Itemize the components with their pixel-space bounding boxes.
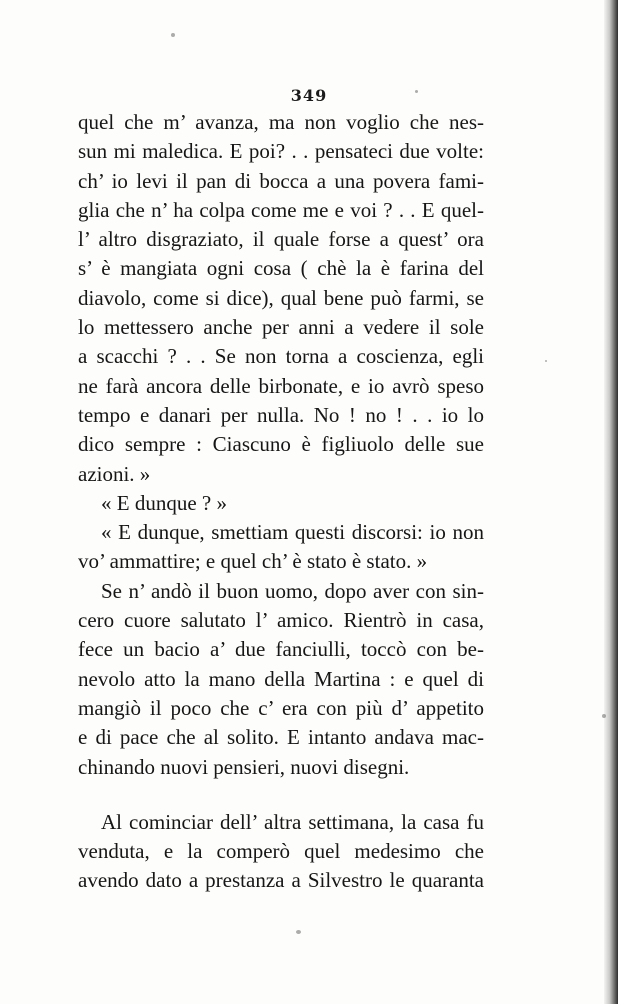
text-line: ne farà ancora delle birbonate, e io avrò speso	[78, 373, 484, 398]
text-line: e di pace che al solito. E intanto andava mac-	[78, 725, 484, 750]
text-line: Al cominciar dell’ altra settimana, la casa fu	[101, 809, 484, 834]
page-edge-shadow	[604, 0, 618, 1004]
text-line: mangiò il poco che c’ era con più d’ appetito	[78, 695, 484, 720]
text-line: quel che m’ avanza, ma non voglio che nes-	[78, 110, 484, 134]
text-line: fece un bacio a’ due fanciulli, toccò con be-	[78, 637, 484, 662]
paper-speck	[545, 360, 547, 362]
text-line: lo mettessero anche per anni a vedere il sole	[78, 315, 484, 340]
text-line: « E dunque, smettiam questi discorsi: io non	[101, 520, 484, 545]
paragraph-gap	[78, 782, 484, 808]
text-line: « E dunque ? »	[101, 490, 227, 515]
text-line: cero cuore salutato l’ amico. Rientrò in casa,	[78, 608, 484, 633]
text-line: azioni. »	[78, 461, 151, 486]
paragraph	[78, 489, 484, 518]
text-line: vo’ ammattire; e quel ch’ è stato è stato. »	[78, 549, 428, 574]
text-line: venduta, e la comperò quel medesimo che	[78, 839, 484, 864]
text-line: avendo dato a prestanza a Silvestro le quaranta	[78, 868, 484, 893]
paper-speck	[171, 33, 175, 37]
text-line: tempo e danari per nulla. No ! no ! . . io lo	[78, 402, 484, 427]
page-number: 349	[290, 86, 328, 105]
text-line: Se n’ andò il buon uomo, dopo aver con sin-	[101, 578, 484, 603]
text-line: a scacchi ? . . Se non torna a coscienza, egli	[78, 344, 484, 369]
text-line: l’ altro disgraziato, il quale forse a quest’ ora	[78, 227, 484, 252]
paragraph	[78, 808, 484, 896]
paragraph	[78, 518, 484, 577]
text-line: chinando nuovi pensieri, nuovi disegni.	[78, 754, 410, 779]
text-line: dico sempre : Ciascuno è figliuolo delle sue	[78, 432, 484, 457]
paper-speck	[602, 714, 606, 718]
paragraph	[78, 577, 484, 782]
text-line: glia che n’ ha colpa come me e voi ? . . E quel-	[78, 197, 484, 222]
text-line: sun mi maledica. E poi? . . pensateci due volte:	[78, 139, 484, 164]
text-line: ch’ io levi il pan di bocca a una povera fami-	[78, 168, 484, 193]
text-line: nevolo atto la mano della Martina : e quel di	[78, 666, 484, 691]
body-text	[78, 108, 484, 896]
text-line: diavolo, come si dice), qual bene può farmi, se	[78, 285, 484, 310]
text-line: s’ è mangiata ogni cosa ( chè la è farina del	[78, 256, 484, 281]
paragraph	[78, 108, 484, 489]
paper-speck	[296, 930, 301, 934]
